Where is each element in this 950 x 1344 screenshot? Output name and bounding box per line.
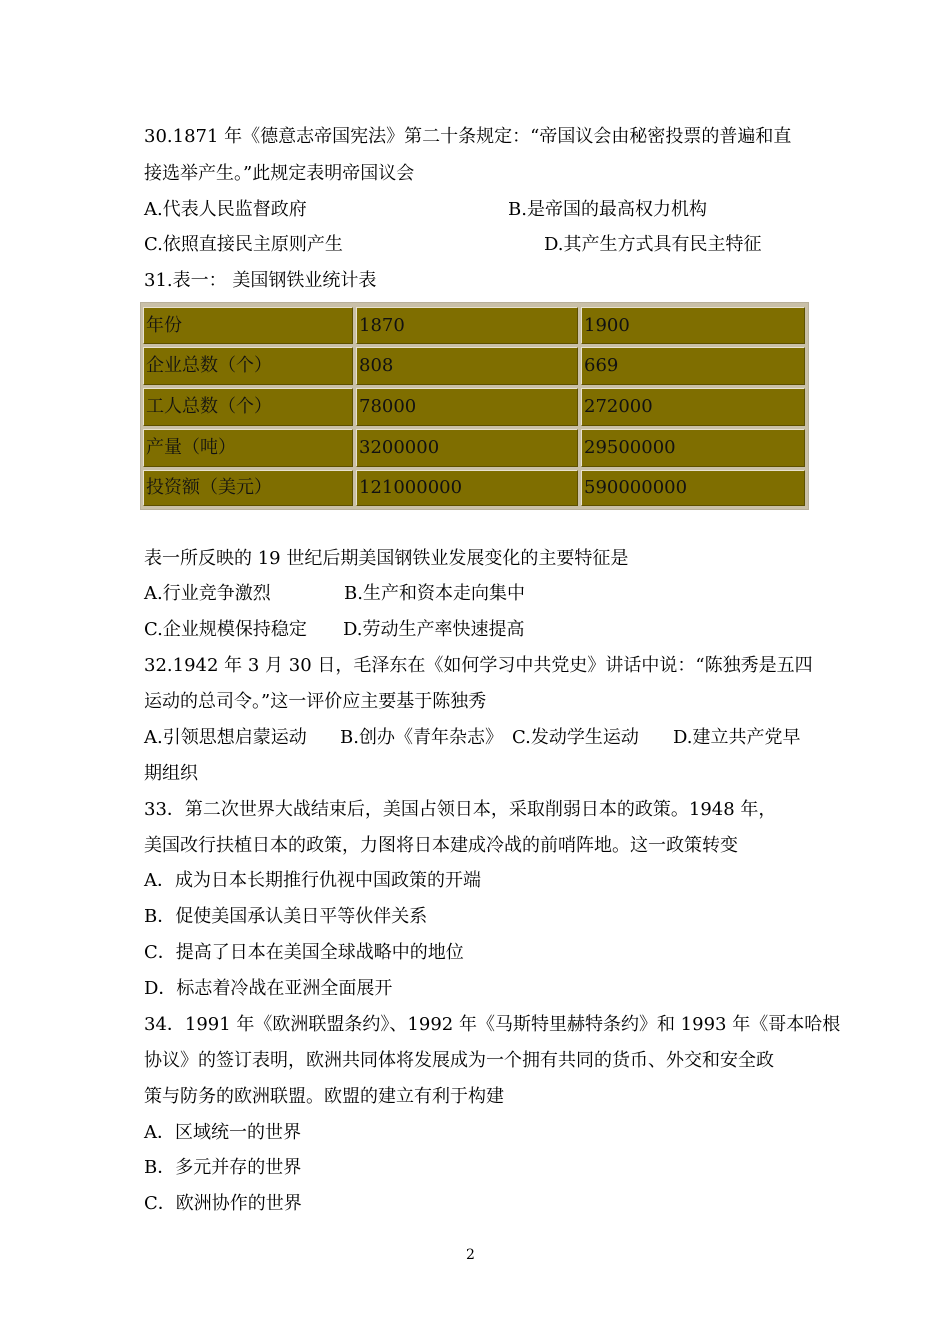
page-number: 2 bbox=[466, 1247, 475, 1263]
q32-option-d-cont: 期组织 bbox=[144, 763, 198, 784]
q30-stem-line2: 接选举产生。”此规定表明帝国议会 bbox=[144, 163, 415, 184]
q30-option-a: A.代表人民监督政府 bbox=[144, 199, 307, 220]
q31-stem: 表一所反映的 19 世纪后期美国钢铁业发展变化的主要特征是 bbox=[144, 548, 629, 569]
q30-option-d: D.其产生方式具有民主特征 bbox=[544, 234, 762, 255]
q33-stem-line1: 33．第二次世界大战结束后，美国占领日本，采取削弱日本的政策。1948 年， bbox=[144, 799, 777, 820]
table-cell: 121000000 bbox=[356, 470, 578, 506]
table-cell: 3200000 bbox=[356, 429, 578, 467]
q31-option-d: D.劳动生产率快速提高 bbox=[343, 619, 525, 640]
table-cell: 808 bbox=[356, 347, 578, 385]
table-cell: 272000 bbox=[581, 388, 805, 426]
table-cell: 企业总数（个） bbox=[143, 347, 353, 385]
q32-option-c: C.发动学生运动 bbox=[512, 727, 639, 748]
q30-option-b: B.是帝国的最高权力机构 bbox=[508, 199, 707, 220]
q33-option-a: A．成为日本长期推行仇视中国政策的开端 bbox=[144, 870, 481, 891]
q30-option-c: C.依照直接民主原则产生 bbox=[144, 234, 343, 255]
q33-option-c: C．提高了日本在美国全球战略中的地位 bbox=[144, 942, 464, 963]
steel-statistics-table bbox=[140, 302, 809, 510]
q34-option-a: A．区域统一的世界 bbox=[144, 1122, 301, 1143]
table-cell: 29500000 bbox=[581, 429, 805, 467]
q33-option-b: B．促使美国承认美日平等伙伴关系 bbox=[144, 906, 428, 927]
q32-option-d: D.建立共产党早 bbox=[673, 727, 801, 748]
q31-option-a: A.行业竞争激烈 bbox=[144, 583, 271, 604]
q33-option-d: D．标志着冷战在亚洲全面展开 bbox=[144, 978, 393, 999]
q34-stem-line1: 34．1991 年《欧洲联盟条约》、1992 年《马斯特里赫特条约》和 1993 年《哥本哈根 bbox=[144, 1014, 841, 1035]
q34-option-c: C．欧洲协作的世界 bbox=[144, 1193, 302, 1214]
table-cell: 669 bbox=[581, 347, 805, 385]
q30-stem-line1: 30.1871 年《德意志帝国宪法》第二十条规定：“帝国议会由秘密投票的普遍和直 bbox=[144, 126, 792, 147]
table-cell-header: 1870 bbox=[356, 307, 578, 344]
table-cell-header: 1900 bbox=[581, 307, 805, 344]
q34-stem-line2: 协议》的签订表明，欧洲共同体将发展成为一个拥有共同的货币、外交和安全政 bbox=[144, 1050, 774, 1071]
table-cell-header: 年份 bbox=[143, 307, 353, 344]
q32-option-a: A.引领思想启蒙运动 bbox=[144, 727, 307, 748]
q31-option-c: C.企业规模保持稳定 bbox=[144, 619, 307, 640]
table-cell: 投资额（美元） bbox=[143, 470, 353, 506]
q31-caption: 31.表一： 美国钢铁业统计表 bbox=[144, 270, 377, 291]
q32-option-b: B.创办《青年杂志》 bbox=[340, 727, 503, 748]
table-cell: 78000 bbox=[356, 388, 578, 426]
table-cell: 产量（吨） bbox=[143, 429, 353, 467]
q33-stem-line2: 美国改行扶植日本的政策，力图将日本建成冷战的前哨阵地。这一政策转变 bbox=[144, 835, 738, 856]
q34-stem-line3: 策与防务的欧洲联盟。欧盟的建立有利于构建 bbox=[144, 1086, 504, 1107]
q34-option-b: B．多元并存的世界 bbox=[144, 1157, 302, 1178]
q31-option-b: B.生产和资本走向集中 bbox=[344, 583, 525, 604]
q32-stem-line2: 运动的总司令。”这一评价应主要基于陈独秀 bbox=[144, 691, 487, 712]
table-cell: 590000000 bbox=[581, 470, 805, 506]
table-cell: 工人总数（个） bbox=[143, 388, 353, 426]
q32-stem-line1: 32.1942 年 3 月 30 日，毛泽东在《如何学习中共党史》讲话中说：“陈独秀是五四 bbox=[144, 655, 813, 676]
